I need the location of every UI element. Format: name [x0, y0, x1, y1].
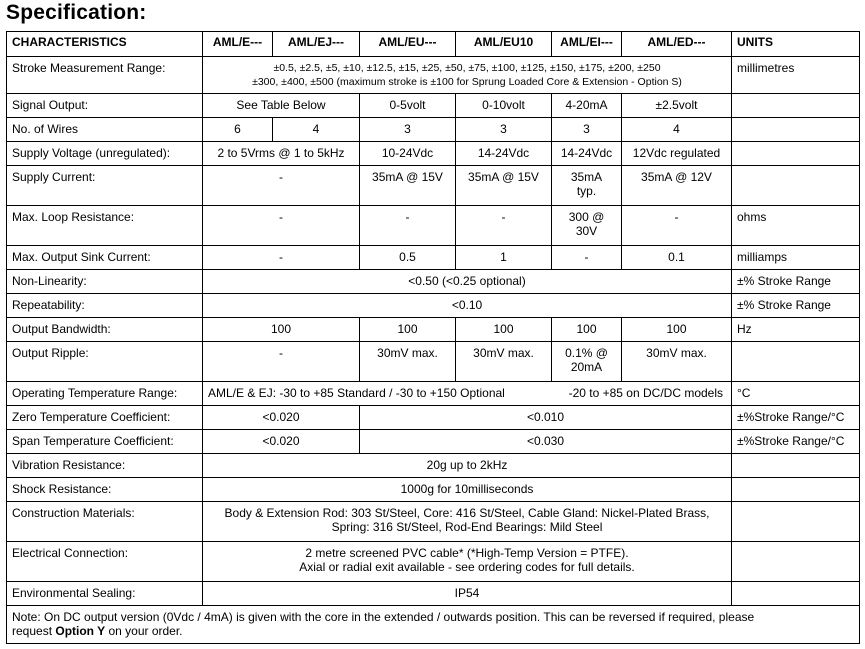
row-label: Supply Current: — [7, 166, 203, 206]
option-y-label: Option Y — [55, 624, 106, 638]
row-label: No. of Wires — [7, 118, 203, 142]
value-cell: 0.1 — [622, 246, 732, 270]
row-label: Output Ripple: — [7, 342, 203, 382]
row-construction-materials — [7, 502, 860, 542]
temperature-ac-range: AML/E & EJ: -30 to +85 Standard / -30 to +150 Optional — [208, 386, 505, 400]
units-cell: millimetres — [732, 57, 860, 94]
value-cell: 2 to 5Vrms @ 1 to 5kHz — [203, 142, 360, 166]
value-line2: 20mA — [570, 360, 603, 374]
header-row — [7, 32, 860, 57]
units-cell: ohms — [732, 206, 860, 246]
row-max-loop-resistance — [7, 206, 860, 246]
header-aml-ed: AML/ED--- — [622, 32, 732, 57]
units-cell — [732, 542, 860, 582]
row-repeatability — [7, 294, 860, 318]
stroke-values — [203, 57, 732, 94]
row-supply-current — [7, 166, 860, 206]
value-line1: Body & Extension Rod: 303 St/Steel, Core: 416 St/Steel, Cable Gland: Nickel-Plated Brass, — [224, 506, 710, 520]
value-cell — [203, 382, 732, 406]
stroke-values-line2: ±300, ±400, ±500 (maximum stroke is ±100 for Sprung Loaded Core & Extension - Option S) — [252, 76, 682, 88]
units-cell — [732, 478, 860, 502]
value-cell: 4-20mA — [552, 94, 622, 118]
row-output-ripple — [7, 342, 860, 382]
row-label: Max. Output Sink Current: — [7, 246, 203, 270]
value-cell — [552, 206, 622, 246]
units-cell: ±% Stroke Range — [732, 294, 860, 318]
value-line1: 2 metre screened PVC cable* (*High-Temp Version = PTFE). — [305, 546, 629, 560]
units-cell: ±%Stroke Range/°C — [732, 430, 860, 454]
value-cell: <0.030 — [360, 430, 732, 454]
row-label: Construction Materials: — [7, 502, 203, 542]
value-cell: <0.50 (<0.25 optional) — [203, 270, 732, 294]
header-aml-e: AML/E--- — [203, 32, 273, 57]
value-cell: 0-10volt — [456, 94, 552, 118]
value-cell: - — [552, 246, 622, 270]
units-cell — [732, 142, 860, 166]
row-note — [7, 606, 860, 644]
value-cell: 1000g for 10milliseconds — [203, 478, 732, 502]
value-line2: Axial or radial exit available - see ordering codes for full details. — [299, 560, 635, 574]
row-label: Environmental Sealing: — [7, 582, 203, 606]
value-cell: <0.020 — [203, 430, 360, 454]
row-environmental-sealing — [7, 582, 860, 606]
row-zero-temperature-coefficient — [7, 406, 860, 430]
header-aml-ej: AML/EJ--- — [273, 32, 360, 57]
row-label: Non-Linearity: — [7, 270, 203, 294]
value-cell — [203, 542, 732, 582]
value-cell: 30mV max. — [360, 342, 456, 382]
units-cell — [732, 94, 860, 118]
value-cell: 14-24Vdc — [456, 142, 552, 166]
value-cell: 100 — [360, 318, 456, 342]
value-cell: 12Vdc regulated — [622, 142, 732, 166]
note-line2-post: on your order. — [105, 624, 183, 638]
value-cell: <0.020 — [203, 406, 360, 430]
temperature-values — [208, 386, 726, 400]
value-cell: 4 — [622, 118, 732, 142]
value-cell: 100 — [456, 318, 552, 342]
value-cell: - — [203, 246, 360, 270]
value-cell: 1 — [456, 246, 552, 270]
units-cell: Hz — [732, 318, 860, 342]
value-cell: 0-5volt — [360, 94, 456, 118]
units-cell: °C — [732, 382, 860, 406]
value-cell: 100 — [552, 318, 622, 342]
value-cell: - — [203, 342, 360, 382]
value-line2: typ. — [576, 184, 597, 198]
note-line2-pre: request — [12, 624, 56, 638]
value-cell: 3 — [456, 118, 552, 142]
note-cell — [7, 606, 860, 644]
value-cell: 14-24Vdc — [552, 142, 622, 166]
row-label: Repeatability: — [7, 294, 203, 318]
header-aml-eu: AML/EU--- — [360, 32, 456, 57]
note-line2 — [12, 624, 854, 638]
units-cell — [732, 454, 860, 478]
row-label: Zero Temperature Coefficient: — [7, 406, 203, 430]
row-stroke-range — [7, 57, 860, 94]
value-cell: - — [622, 206, 732, 246]
value-cell: 6 — [203, 118, 273, 142]
value-cell: 3 — [552, 118, 622, 142]
value-cell: - — [456, 206, 552, 246]
header-aml-ei: AML/EI--- — [552, 32, 622, 57]
units-cell — [732, 118, 860, 142]
row-label: Vibration Resistance: — [7, 454, 203, 478]
value-cell: See Table Below — [203, 94, 360, 118]
value-cell: IP54 — [203, 582, 732, 606]
row-max-output-sink-current — [7, 246, 860, 270]
row-output-bandwidth — [7, 318, 860, 342]
row-label: Stroke Measurement Range: — [7, 57, 203, 94]
row-label: Supply Voltage (unregulated): — [7, 142, 203, 166]
row-label: Output Bandwidth: — [7, 318, 203, 342]
note-line1: Note: On DC output version (0Vdc / 4mA) is given with the core in the extended / outwards position. This can be reversed if required, please — [12, 610, 755, 624]
row-non-linearity — [7, 270, 860, 294]
value-cell: 4 — [273, 118, 360, 142]
value-cell — [552, 166, 622, 206]
value-cell: 30mV max. — [622, 342, 732, 382]
value-cell: 35mA @ 15V — [456, 166, 552, 206]
row-label: Electrical Connection: — [7, 542, 203, 582]
value-cell: ±2.5volt — [622, 94, 732, 118]
specification-table — [6, 31, 860, 644]
units-cell: ±% Stroke Range — [732, 270, 860, 294]
value-cell: - — [203, 206, 360, 246]
value-cell: 35mA @ 12V — [622, 166, 732, 206]
value-cell: 10-24Vdc — [360, 142, 456, 166]
row-no-of-wires — [7, 118, 860, 142]
stroke-values-line1: ±0.5, ±2.5, ±5, ±10, ±12.5, ±15, ±25, ±50, ±75, ±100, ±125, ±150, ±175, ±200, ±250 — [273, 62, 661, 74]
value-cell: 3 — [360, 118, 456, 142]
value-cell: <0.10 — [203, 294, 732, 318]
units-cell — [732, 502, 860, 542]
page-title: Specification: — [6, 1, 147, 24]
value-cell: 30mV max. — [456, 342, 552, 382]
row-label: Max. Loop Resistance: — [7, 206, 203, 246]
value-line1: 300 @ — [568, 210, 605, 224]
row-label: Operating Temperature Range: — [7, 382, 203, 406]
value-cell: 35mA @ 15V — [360, 166, 456, 206]
units-cell — [732, 166, 860, 206]
value-line1: 35mA — [570, 170, 603, 184]
value-line2: Spring: 316 St/Steel, Rod-End Bearings: Mild Steel — [331, 520, 603, 534]
value-cell: - — [203, 166, 360, 206]
row-label: Span Temperature Coefficient: — [7, 430, 203, 454]
row-span-temperature-coefficient — [7, 430, 860, 454]
row-label: Signal Output: — [7, 94, 203, 118]
header-units: UNITS — [732, 32, 860, 57]
row-shock-resistance — [7, 478, 860, 502]
value-cell: 0.5 — [360, 246, 456, 270]
value-cell — [552, 342, 622, 382]
units-cell: ±%Stroke Range/°C — [732, 406, 860, 430]
header-characteristics: CHARACTERISTICS — [7, 32, 203, 57]
temperature-dc-range: -20 to +85 on DC/DC models — [568, 386, 723, 400]
row-electrical-connection — [7, 542, 860, 582]
units-cell: milliamps — [732, 246, 860, 270]
value-cell: <0.010 — [360, 406, 732, 430]
units-cell — [732, 582, 860, 606]
value-line1: 0.1% @ — [565, 346, 608, 360]
header-aml-eu10: AML/EU10 — [456, 32, 552, 57]
row-vibration-resistance — [7, 454, 860, 478]
units-cell — [732, 342, 860, 382]
row-operating-temperature — [7, 382, 860, 406]
value-line2: 30V — [575, 224, 598, 238]
value-cell: 20g up to 2kHz — [203, 454, 732, 478]
value-cell — [203, 502, 732, 542]
row-signal-output — [7, 94, 860, 118]
row-label: Shock Resistance: — [7, 478, 203, 502]
value-cell: 100 — [203, 318, 360, 342]
row-supply-voltage — [7, 142, 860, 166]
value-cell: - — [360, 206, 456, 246]
value-cell: 100 — [622, 318, 732, 342]
